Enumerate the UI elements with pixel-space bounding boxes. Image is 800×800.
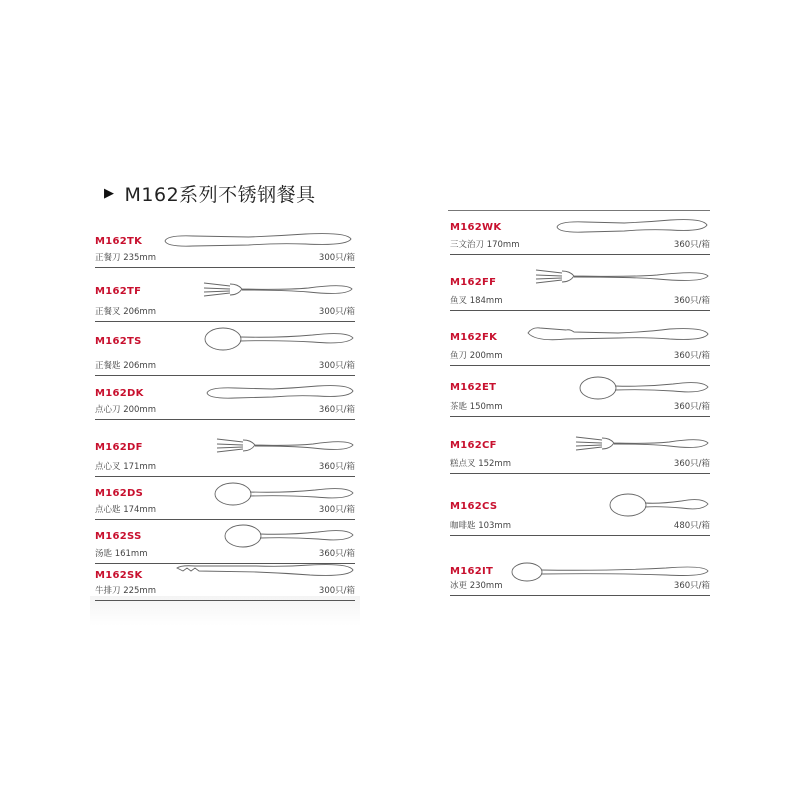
product-row xyxy=(95,226,355,268)
product-row xyxy=(95,322,355,376)
product-row xyxy=(450,263,710,311)
product-code: M162TK xyxy=(95,236,143,247)
packing-quantity: 360只/箱 xyxy=(673,296,710,306)
row-divider xyxy=(450,254,710,255)
title-text: M162系列不锈钢餐具 xyxy=(124,183,316,206)
fork-icon xyxy=(534,265,710,289)
row-divider xyxy=(450,310,710,311)
product-description: 正餐叉 206mm xyxy=(95,307,156,317)
packing-quantity: 360只/箱 xyxy=(318,462,355,472)
packing-quantity: 300只/箱 xyxy=(318,361,355,371)
product-row xyxy=(450,212,710,255)
product-code: M162IT xyxy=(450,566,494,577)
packing-quantity: 360只/箱 xyxy=(673,459,710,469)
row-divider xyxy=(450,535,710,536)
product-code: M162TS xyxy=(95,336,142,347)
packing-quantity: 360只/箱 xyxy=(318,549,355,559)
fork-icon xyxy=(574,432,710,456)
row-divider xyxy=(95,600,355,601)
page-title xyxy=(104,180,316,206)
packing-quantity: 480只/箱 xyxy=(673,521,710,531)
packing-quantity: 360只/箱 xyxy=(673,351,710,361)
right-column-top-divider xyxy=(448,210,710,211)
product-code: M162DF xyxy=(95,442,143,453)
product-description: 牛排刀 225mm xyxy=(95,586,156,596)
row-divider xyxy=(450,365,710,366)
spoon-icon xyxy=(608,491,710,519)
product-row xyxy=(450,318,710,366)
product-description: 鱼刀 200mm xyxy=(450,351,503,361)
product-code: M162FK xyxy=(450,332,498,343)
product-description: 咖啡匙 103mm xyxy=(450,521,511,531)
packing-quantity: 300只/箱 xyxy=(318,586,355,596)
product-code: M162TF xyxy=(95,286,142,297)
product-description: 正餐匙 206mm xyxy=(95,361,156,371)
packing-quantity: 300只/箱 xyxy=(318,253,355,263)
product-description: 冰更 230mm xyxy=(450,581,503,591)
product-description: 鱼叉 184mm xyxy=(450,296,503,306)
row-divider xyxy=(95,419,355,420)
product-row xyxy=(95,376,355,420)
product-description: 糕点叉 152mm xyxy=(450,459,511,469)
packing-quantity: 360只/箱 xyxy=(318,405,355,415)
product-code: M162FF xyxy=(450,277,497,288)
product-description: 汤匙 161mm xyxy=(95,549,148,559)
product-code: M162ET xyxy=(450,382,497,393)
product-description: 点心刀 200mm xyxy=(95,405,156,415)
product-description: 正餐刀 235mm xyxy=(95,253,156,263)
spoon-icon xyxy=(578,374,710,402)
product-code: M162CF xyxy=(450,440,497,451)
row-divider xyxy=(450,416,710,417)
product-row xyxy=(450,370,710,417)
knife-icon xyxy=(205,382,355,404)
product-code: M162SS xyxy=(95,531,142,542)
product-description: 茶匙 150mm xyxy=(450,402,503,412)
packing-quantity: 300只/箱 xyxy=(318,307,355,317)
product-row xyxy=(95,476,355,520)
product-code: M162SK xyxy=(95,570,143,581)
steak-knife-icon xyxy=(175,560,355,582)
product-code: M162CS xyxy=(450,501,498,512)
packing-quantity: 300只/箱 xyxy=(318,505,355,515)
product-code: M162DK xyxy=(95,388,144,399)
knife-icon xyxy=(163,230,353,252)
triangle-bullet-icon: ▶ xyxy=(104,185,115,201)
product-description: 三文治刀 170mm xyxy=(450,240,520,250)
row-divider xyxy=(95,267,355,268)
packing-quantity: 360只/箱 xyxy=(673,240,710,250)
fork-icon xyxy=(215,434,355,458)
knife-icon xyxy=(555,216,709,238)
product-row xyxy=(95,430,355,477)
spoon-icon xyxy=(203,325,355,353)
product-description: 点心叉 171mm xyxy=(95,462,156,472)
product-row xyxy=(95,519,355,564)
fish-knife-icon xyxy=(526,324,710,346)
product-row xyxy=(450,556,710,596)
product-row xyxy=(95,564,355,601)
product-description: 点心匙 174mm xyxy=(95,505,156,515)
product-row xyxy=(450,428,710,474)
row-divider xyxy=(450,473,710,474)
fork-icon xyxy=(202,278,354,302)
product-code: M162WK xyxy=(450,222,502,233)
packing-quantity: 360只/箱 xyxy=(673,402,710,412)
spoon-icon xyxy=(223,522,355,550)
product-code: M162DS xyxy=(95,488,144,499)
product-row xyxy=(95,276,355,322)
packing-quantity: 360只/箱 xyxy=(673,581,710,591)
product-row xyxy=(450,487,710,536)
row-divider xyxy=(450,595,710,596)
